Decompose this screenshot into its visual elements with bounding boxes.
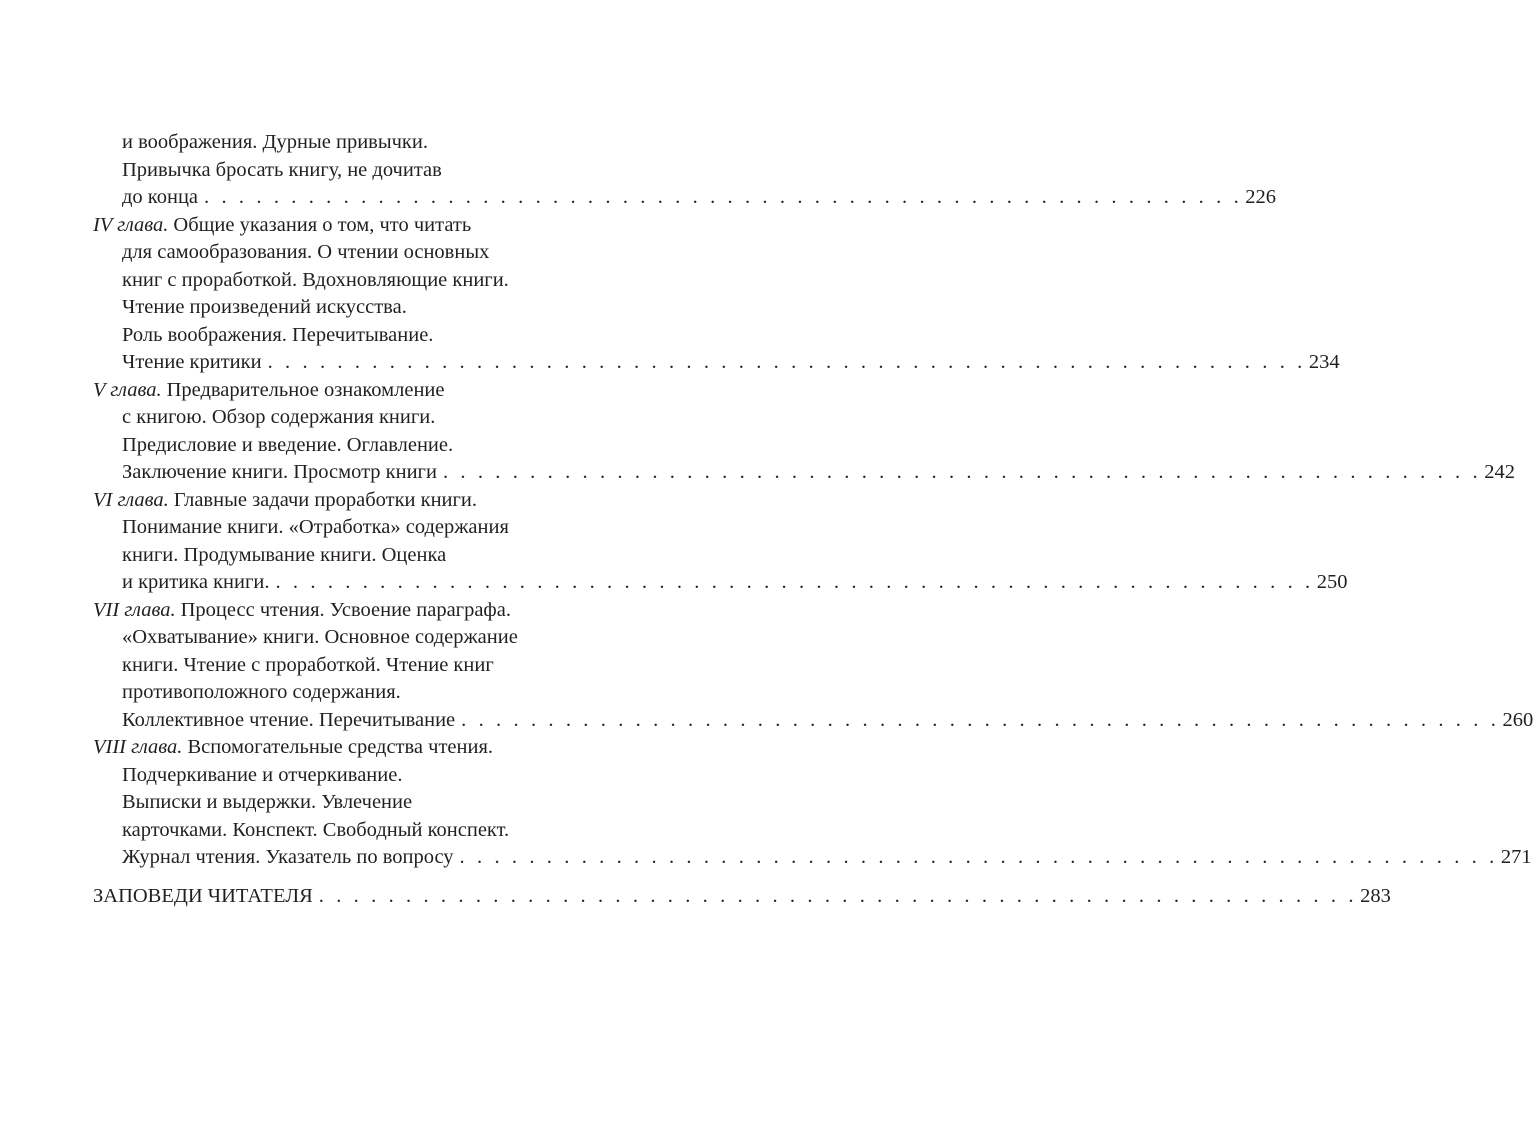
toc-line	[93, 459, 1515, 487]
toc-line	[93, 624, 615, 652]
page-number: 271	[1500, 846, 1532, 868]
toc-line-text: для самообразования. О чтении основных	[122, 241, 490, 263]
toc-line	[93, 129, 615, 157]
final-title: ЗАПОВЕДИ ЧИТАТЕЛЯ	[93, 884, 313, 907]
toc-line	[93, 212, 615, 240]
toc-line-text: Роль воображения. Перечитывание.	[122, 323, 434, 346]
page-number: 234	[1308, 351, 1340, 373]
toc-entry[interactable]	[93, 129, 1277, 212]
toc-line	[93, 789, 615, 817]
toc-line	[93, 404, 615, 432]
leader-dots: . . . . . . . . . . . . . . . . . . . . . . . . . . . . . . . . . . . . . . . . . . . . . . . . . . . . . . . . . . . .	[442, 461, 1482, 483]
table-of-contents	[93, 129, 1533, 910]
toc-line-text: книг с проработкой. Вдохновляющие книги.	[122, 268, 509, 291]
leader-dots: . . . . . . . . . . . . . . . . . . . . . . . . . . . . . . . . . . . . . . . . . . . . . . . . . . . . . . . . . . . .	[318, 884, 1358, 907]
toc-line-text: Предисловие и введение. Оглавление.	[122, 433, 454, 456]
toc-line-text: книги. Продумывание книги. Оценка	[122, 543, 447, 566]
toc-line-text: Процесс чтения. Усвоение параграфа.	[180, 598, 511, 621]
leader-dots: . . . . . . . . . . . . . . . . . . . . . . . . . . . . . . . . . . . . . . . . . . . . . . . . . . . . . . . . . . . .	[459, 846, 1498, 868]
toc-line	[93, 267, 615, 295]
toc-line	[93, 184, 1277, 212]
toc-line-text: Вспомогательные средства чтения.	[187, 736, 494, 758]
toc-entry[interactable]	[93, 597, 1533, 735]
toc-line-text: Чтение произведений искусства.	[122, 296, 407, 318]
toc-line	[93, 597, 615, 625]
toc-line-text: Предварительное ознакомление	[166, 378, 445, 401]
toc-line-text: «Охватывание» книги. Основное содержание	[122, 626, 518, 648]
toc-line-text: противоположного содержания.	[122, 681, 401, 703]
chapter-label: VI глава.	[93, 488, 169, 511]
toc-line	[93, 294, 615, 322]
page-number: 260	[1502, 708, 1533, 731]
toc-line	[93, 377, 615, 405]
toc-entry[interactable]	[93, 212, 1340, 377]
toc-line	[93, 514, 615, 542]
page-number: 250	[1316, 571, 1348, 593]
toc-entry[interactable]	[93, 487, 1348, 597]
toc-line-text: Журнал чтения. Указатель по вопросу	[122, 846, 454, 868]
toc-line	[93, 349, 1340, 377]
toc-line-text: Подчеркивание и отчеркивание.	[122, 763, 403, 786]
toc-line-text: и воображения. Дурные привычки.	[122, 131, 428, 153]
toc-line	[93, 679, 615, 707]
leader-dots: . . . . . . . . . . . . . . . . . . . . . . . . . . . . . . . . . . . . . . . . . . . . . . . . . . . . . . . . . . . .	[204, 186, 1243, 208]
toc-line	[93, 569, 1348, 597]
leader-dots: . . . . . . . . . . . . . . . . . . . . . . . . . . . . . . . . . . . . . . . . . . . . . . . . . . . . . . . . . . . .	[275, 571, 1314, 593]
toc-entry[interactable]	[93, 734, 1532, 872]
leader-dots: . . . . . . . . . . . . . . . . . . . . . . . . . . . . . . . . . . . . . . . . . . . . . . . . . . . . . . . . . . . .	[461, 708, 1500, 731]
toc-line	[93, 542, 615, 570]
chapter-label: V глава.	[93, 378, 162, 401]
toc-line	[93, 762, 615, 790]
page-number: 226	[1245, 186, 1277, 208]
chapter-label: VII глава.	[93, 598, 176, 621]
toc-line-text: Общие указания о том, что читать	[173, 213, 472, 236]
toc-line	[93, 707, 1533, 735]
toc-entry-final[interactable]	[93, 883, 1391, 911]
chapter-label: VIII глава.	[93, 736, 183, 758]
toc-line-text: карточками. Конспект. Свободный конспект.	[122, 818, 510, 841]
toc-line-text: до конца	[122, 186, 199, 208]
toc-line	[93, 322, 615, 350]
toc-entry[interactable]	[93, 377, 1515, 487]
toc-line-text: Коллективное чтение. Перечитывание	[122, 708, 456, 731]
toc-line-text: Чтение критики	[122, 351, 262, 373]
toc-line	[93, 817, 615, 845]
toc-line	[93, 844, 1532, 872]
toc-line	[93, 487, 615, 515]
toc-line	[93, 157, 615, 185]
toc-line	[93, 239, 615, 267]
toc-line	[93, 652, 615, 680]
chapter-label: IV глава.	[93, 213, 169, 236]
toc-line-text: Главные задачи проработки книги.	[173, 488, 478, 511]
leader-dots: . . . . . . . . . . . . . . . . . . . . . . . . . . . . . . . . . . . . . . . . . . . . . . . . . . . . . . . . . . . .	[267, 351, 1306, 373]
toc-line-text: Понимание книги. «Отработка» содержания	[122, 516, 509, 538]
toc-line-text: с книгою. Обзор содержания книги.	[122, 406, 436, 428]
toc-line	[93, 734, 615, 762]
toc-line-text: Привычка бросать книгу, не дочитав	[122, 158, 442, 181]
toc-line-text: Заключение книги. Просмотр книги	[122, 461, 437, 483]
page-number: 242	[1484, 461, 1515, 483]
page-number: 283	[1360, 884, 1391, 907]
toc-line-text: и критика книги.	[122, 571, 270, 593]
toc-line-text: книги. Чтение с проработкой. Чтение книг	[122, 653, 494, 676]
toc-line	[93, 432, 615, 460]
toc-line-text: Выписки и выдержки. Увлечение	[122, 791, 413, 813]
